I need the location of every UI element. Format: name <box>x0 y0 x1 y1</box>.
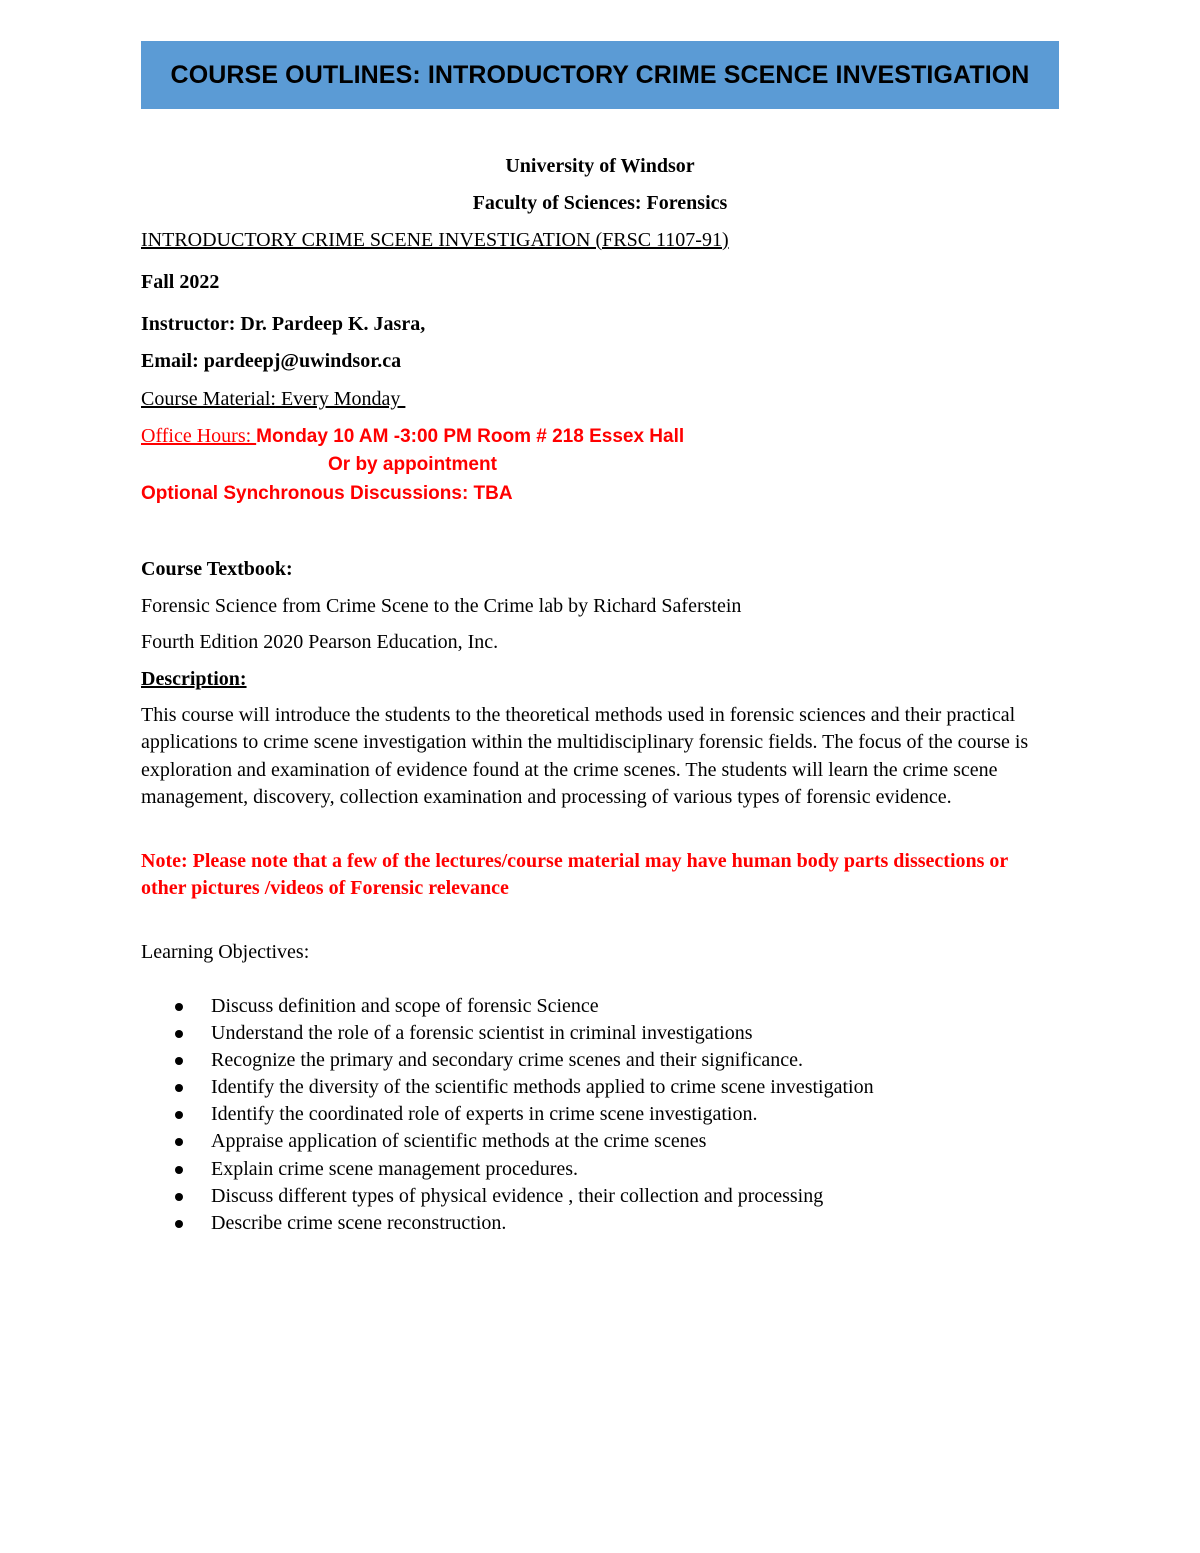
bullet-icon <box>175 1193 183 1201</box>
bullet-icon <box>175 1138 183 1146</box>
faculty-name: Faculty of Sciences: Forensics <box>472 192 728 214</box>
objective-item <box>141 1210 874 1237</box>
objective-text: Explain crime scene management procedures. <box>211 1157 579 1180</box>
bullet-icon <box>175 1084 183 1092</box>
objective-item <box>141 993 874 1020</box>
objective-text: Appraise application of scientific methods at the crime scenes <box>211 1130 707 1153</box>
objective-item <box>141 1047 874 1074</box>
objective-item <box>141 1156 874 1183</box>
bullet-icon <box>175 1057 183 1065</box>
objective-text: Recognize the primary and secondary crime scenes and their significance. <box>211 1049 803 1072</box>
office-hours-alt: Or by appointment <box>328 454 497 475</box>
objective-text: Describe crime scene reconstruction. <box>211 1211 507 1234</box>
synchronous-discussions: Optional Synchronous Discussions: TBA <box>141 483 513 504</box>
course-material-value: Every Monday <box>275 388 406 410</box>
email: Email: pardeepj@uwindsor.ca <box>141 350 402 372</box>
banner-title: COURSE OUTLINES: INTRODUCTORY CRIME SCENCE INVESTIGATION <box>170 60 1030 89</box>
objective-item <box>141 1128 874 1155</box>
objectives-list <box>141 993 874 1237</box>
course-material-line <box>141 387 405 411</box>
instructor: Instructor: Dr. Pardeep K. Jasra, <box>141 313 426 335</box>
objective-text: Understand the role of a forensic scientist in criminal investigations <box>211 1022 753 1045</box>
bullet-icon <box>175 1111 183 1119</box>
textbook-edition: Fourth Edition 2020 Pearson Education, Inc. <box>141 631 499 653</box>
description-heading: Description: <box>141 668 247 690</box>
office-hours-label: Office Hours: <box>141 425 257 447</box>
office-hours-value: Monday 10 AM -3:00 PM Room # 218 Essex Hall <box>256 426 685 447</box>
objective-text: Discuss different types of physical evidence , their collection and processing <box>211 1184 824 1207</box>
objective-text: Identify the coordinated role of experts in crime scene investigation. <box>211 1103 758 1126</box>
bullet-icon <box>175 1003 183 1011</box>
bullet-icon <box>175 1220 183 1228</box>
textbook-title: Forensic Science from Crime Scene to the Crime lab by Richard Saferstein <box>141 595 742 617</box>
title-banner <box>141 41 1059 109</box>
objective-item <box>141 1020 874 1047</box>
objective-item <box>141 1101 874 1128</box>
description-body: This course will introduce the students to the theoretical methods used in forensic sciences and their practical applications to crime scene investigation within the multidisciplinary forensic fields. The focus of the course is exploration and examination of evidence found at the crime scenes. The students will learn the crime scene management, discovery, collection examination and processing of various types of forensic evidence. <box>141 704 1029 808</box>
university-name: University of Windsor <box>505 155 695 177</box>
bullet-icon <box>175 1030 183 1038</box>
objective-item <box>141 1074 874 1101</box>
office-hours-line <box>141 424 684 449</box>
term: Fall 2022 <box>141 271 220 293</box>
bullet-icon <box>175 1166 183 1174</box>
textbook-heading: Course Textbook: <box>141 558 293 580</box>
objective-text: Identify the diversity of the scientific methods applied to crime scene investigation <box>211 1076 874 1099</box>
objective-item <box>141 1183 874 1210</box>
content-warning-note: Note: Please note that a few of the lectures/course material may have human body parts dissections or other pictures /videos of Forensic relevance <box>141 850 1008 900</box>
course-title: INTRODUCTORY CRIME SCENE INVESTIGATION (FRSC 1107-91) <box>141 229 729 251</box>
objectives-heading: Learning Objectives: <box>141 941 310 963</box>
course-material-label: Course Material: <box>141 388 276 410</box>
objective-text: Discuss definition and scope of forensic Science <box>211 995 599 1017</box>
